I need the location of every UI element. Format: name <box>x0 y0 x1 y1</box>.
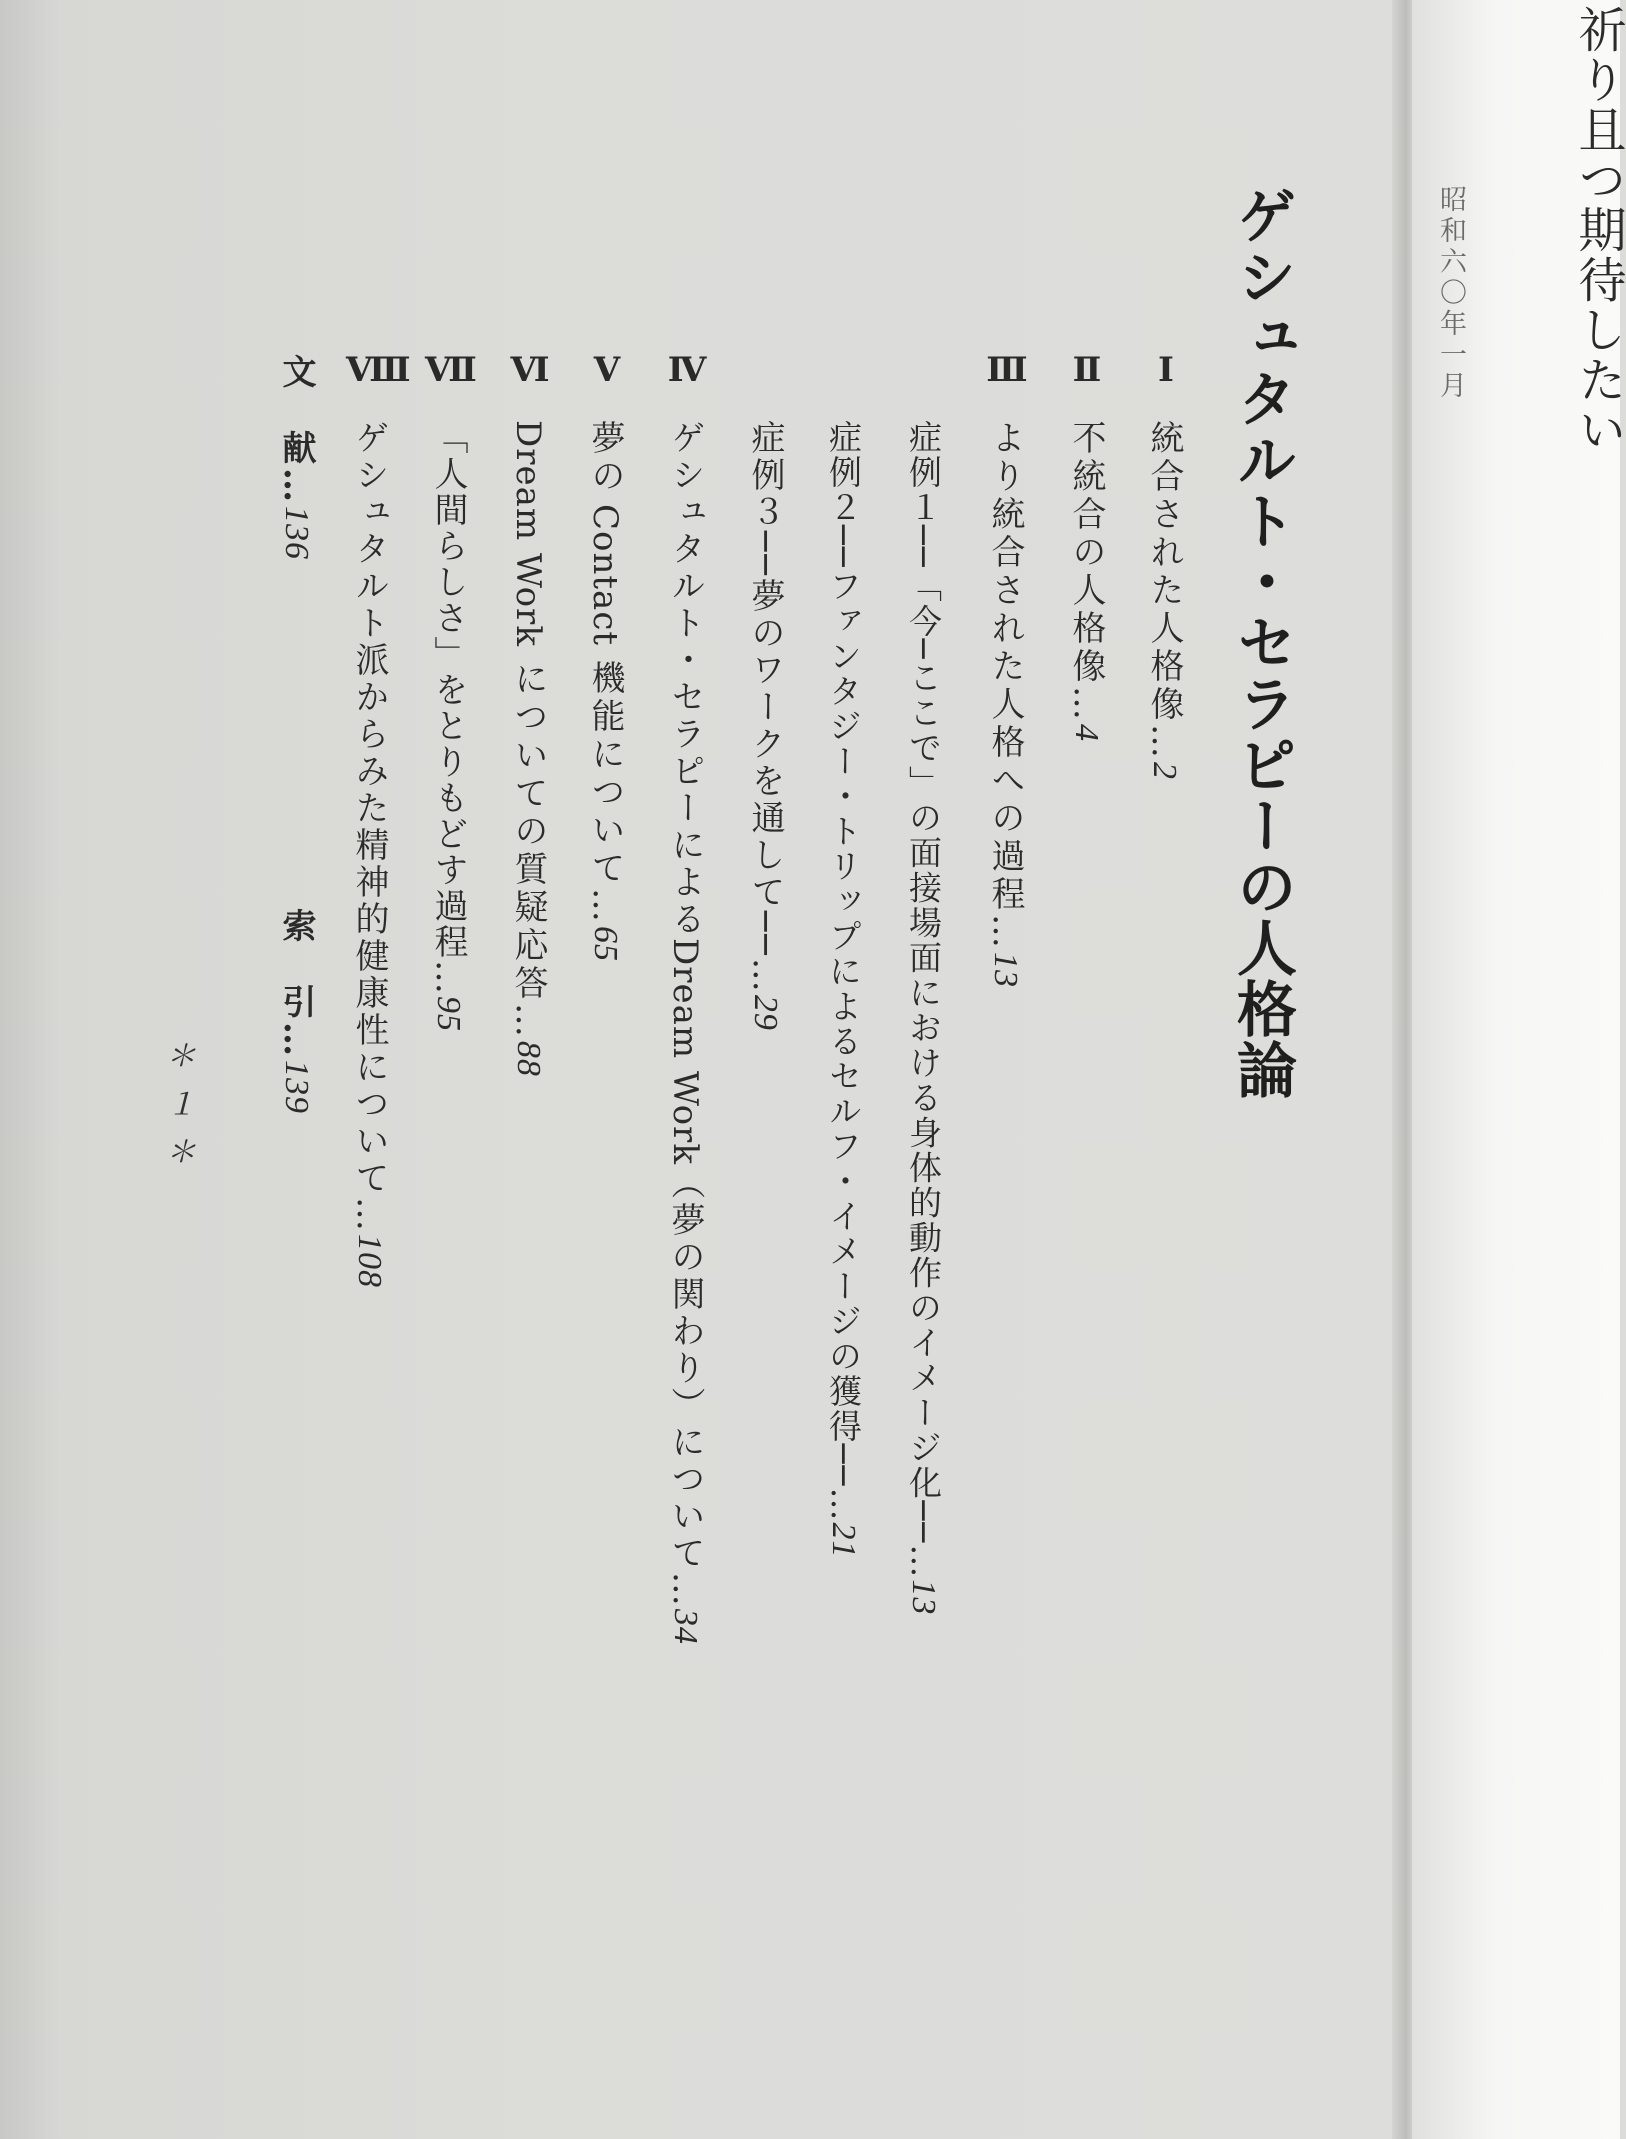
toc-index-label: 索 引… <box>276 908 316 1060</box>
toc-entry-8-page: 108 <box>351 1234 388 1288</box>
toc-entry-8-title: ゲシュタルト派からみた精神的健康性について… <box>349 420 389 1234</box>
toc-entry-4-latin: Dream Work <box>665 938 705 1165</box>
toc-case-2-page: 21 <box>825 1522 862 1559</box>
toc-entry-7-title: 「人間らしさ」をとりもどす過程… <box>428 420 468 996</box>
toc-entry-6-page: 88 <box>510 1040 547 1077</box>
toc-case-2-title: 症例２──ファンタジー・トリップによるセルフ・イメージの獲得──… <box>824 420 863 1523</box>
page-folio: ＊１＊ <box>161 1040 194 1184</box>
toc-bibliography <box>276 354 316 560</box>
toc-case-3 <box>745 420 785 1031</box>
toc-entry-4-page: 34 <box>667 1608 704 1645</box>
toc-entry-6 <box>508 420 548 1077</box>
colophon-date: 昭和六〇年一月 <box>1435 185 1466 402</box>
toc-num-2: Ⅱ <box>1072 352 1102 389</box>
book-title: ゲシュタルト・セラピーの人格論 <box>1227 185 1297 1100</box>
toc-num-8: Ⅷ <box>346 352 411 389</box>
toc-num-1: Ⅰ <box>1158 352 1174 389</box>
toc-num-4: Ⅳ <box>667 352 707 389</box>
toc-num-7: Ⅶ <box>425 352 477 389</box>
toc-num-3: Ⅲ <box>986 352 1028 389</box>
toc-case-3-title: 症例３──夢のワークを通して──… <box>745 420 785 995</box>
toc-entry-5-title: 夢の <box>585 420 625 496</box>
toc-entry-1-title: 統合された人格像… <box>1144 420 1184 762</box>
toc-entry-1-page: 2 <box>1146 762 1183 780</box>
toc-case-1-page: 13 <box>905 1579 942 1616</box>
toc-entry-6-latin: Dream Work <box>508 420 548 647</box>
toc-case-3-page: 29 <box>747 994 784 1031</box>
toc-entry-8 <box>349 420 389 1288</box>
toc-num-6: Ⅵ <box>510 352 550 389</box>
toc-entry-4-title: ゲシュタルト・セラピーによる <box>665 420 705 938</box>
facing-page-edge-text: 祈り且つ期待したい <box>1570 5 1626 455</box>
toc-bibliography-page: 136 <box>278 506 315 560</box>
toc-entry-7-page: 95 <box>430 996 467 1032</box>
toc-entry-2 <box>1066 420 1106 742</box>
toc-entry-5-latin: Contact <box>585 504 625 647</box>
toc-case-1-title: 症例１──「今─ここで」の面接場面における身体的動作のイメージ化──… <box>904 420 943 1580</box>
toc-entry-2-page: 4 <box>1068 724 1105 742</box>
toc-entry-1 <box>1144 420 1184 780</box>
toc-entry-4-title-end: （夢の関わり）について… <box>665 1164 705 1609</box>
toc-entry-2-title: 不統合の人格像… <box>1066 420 1106 724</box>
toc-num-5: Ⅴ <box>593 352 621 389</box>
toc-case-1 <box>904 420 943 1616</box>
toc-entry-3-page: 13 <box>987 952 1024 988</box>
toc-entry-5 <box>585 420 625 963</box>
toc-index <box>276 908 316 1114</box>
toc-entry-3 <box>985 420 1025 988</box>
toc-index-page: 139 <box>278 1060 315 1114</box>
toc-entry-5-page: 65 <box>587 926 624 963</box>
toc-entry-4 <box>665 420 705 1645</box>
toc-case-2 <box>824 420 863 1559</box>
toc-bibliography-label: 文 献… <box>276 354 316 506</box>
toc-entry-5-title-end: 機能について… <box>585 660 625 927</box>
toc-entry-7 <box>428 420 468 1032</box>
toc-entry-3-title: より統合された人格への過程… <box>985 420 1025 952</box>
toc-entry-6-title-end: についての質疑応答… <box>508 660 548 1041</box>
